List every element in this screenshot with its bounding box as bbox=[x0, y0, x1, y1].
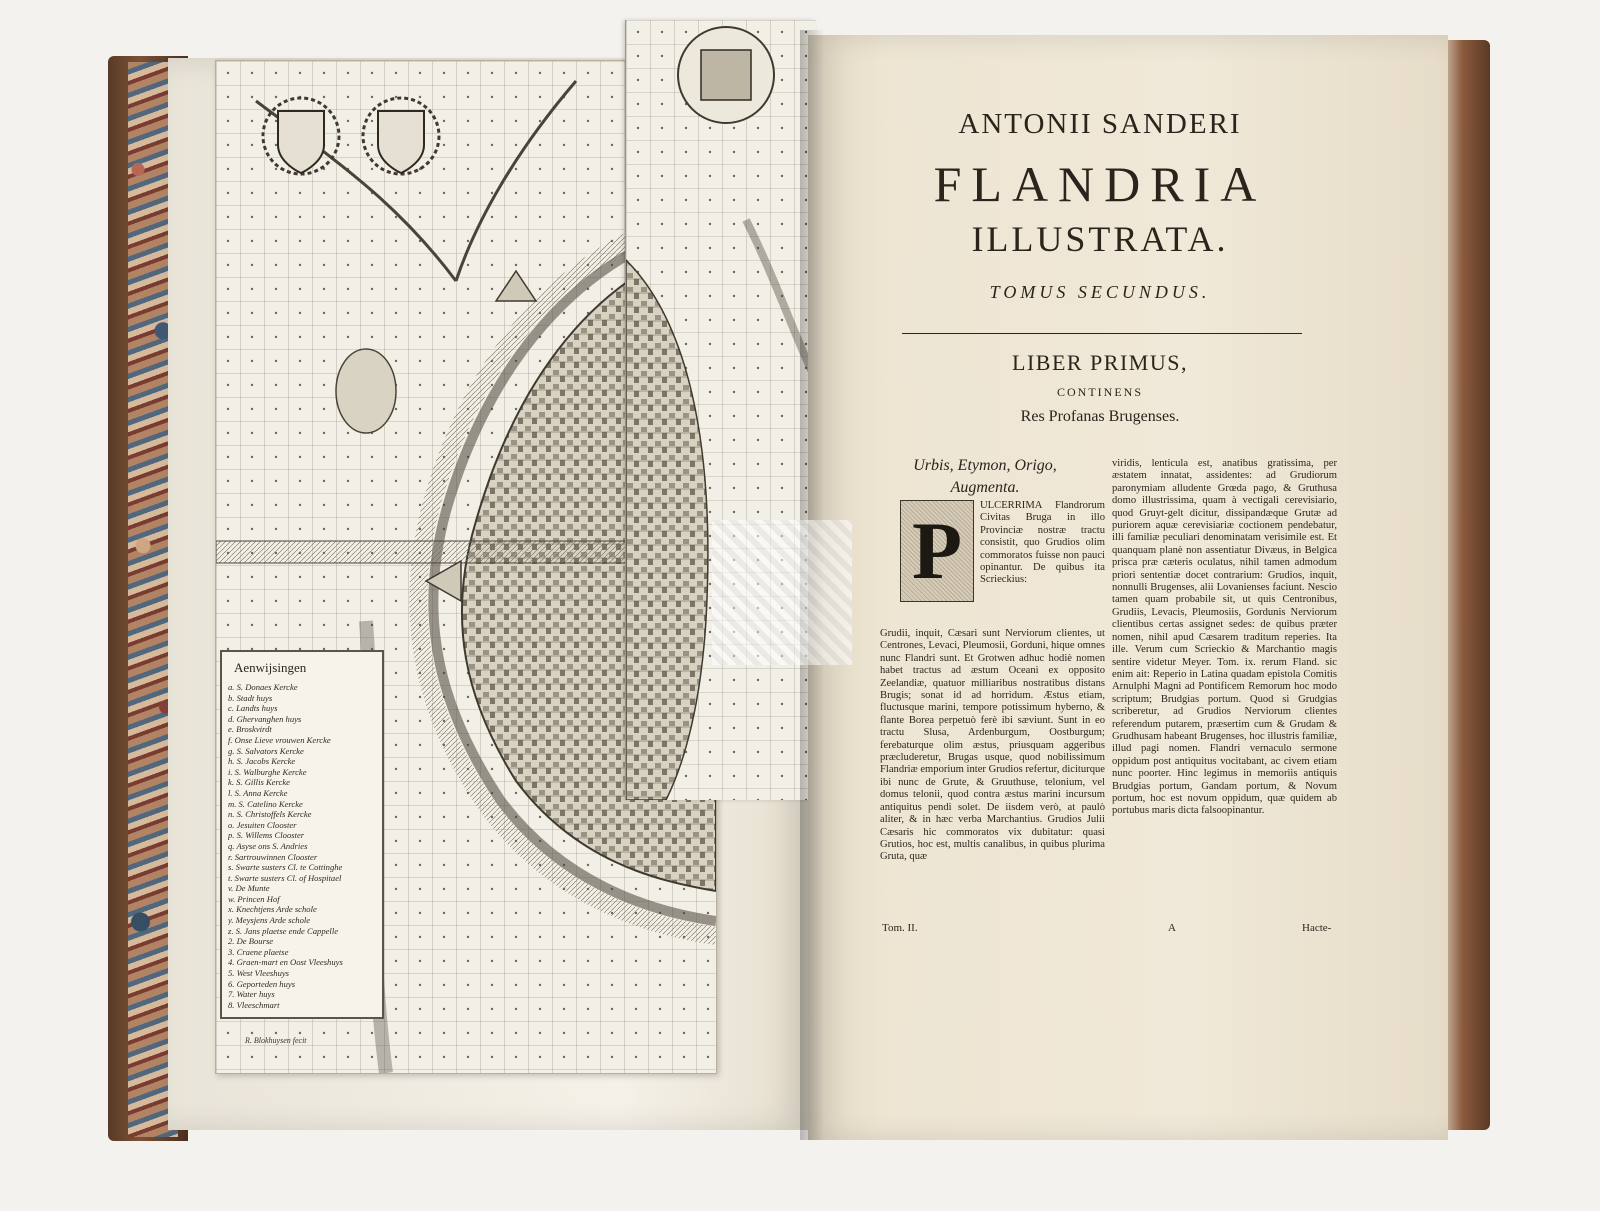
section-heading-line-2: Augmenta. bbox=[950, 479, 1020, 496]
footer-volume: Tom. II. bbox=[882, 922, 918, 934]
legend-item: x. Knechtjens Arde schole bbox=[228, 904, 317, 915]
legend-item: i. S. Walburghe Kercke bbox=[228, 766, 307, 777]
legend-item: k. S. Gillis Kercke bbox=[228, 777, 290, 788]
legend-item: q. Asyse ons S. Andries bbox=[228, 840, 308, 851]
text-column-left-top: ULCERRIMA Flandrorum Civitas Bruga in illo Provinciæ nostræ tractu consistit, quo Grudios olim commoratos fuisse non pauci opinantur. De quibus ita Scrieckius: bbox=[980, 500, 1105, 586]
legend-title: Aenwijsingen bbox=[234, 660, 307, 675]
legend-item: 5. West Vleeshuys bbox=[228, 968, 290, 979]
title-rule bbox=[902, 333, 1302, 334]
legend-item: m. S. Catelino Kercke bbox=[228, 798, 303, 809]
legend-item: e. Broskvirdt bbox=[228, 724, 272, 735]
legend-item: z. S. Jans plaetse ende Cappelle bbox=[228, 925, 339, 936]
legend-item: f. Onse Lieve vrouwen Kercke bbox=[228, 734, 331, 745]
text-column-right: viridis, lenticula est, anatibus gratissima, per æstatem innatat, assidentes: ad Grudiorum paronymiam alludente Grœda pago, & Gruthusa domo illustrissima, quam à vectigali cerevisiario, quod Gruyt-gelt dicitur, dissipandæque Grutæ ad puriorem aquæ cerevisiariæ coctionem pendebatur, illi familiæ peculiari denominatam verisimile est. Et quanquam planè non assentiatur Divæus, in Belgica prisca præ cæteris oculatus, nihil tamen admodum priori sententiæ docet contrarium: Grudios, inquit, nonnulli Brugenses, alii Lovanienses faciunt. Nescio tamen quam probabile sit, ut quis Centronibus, Grudiis, Levacis, Pleumosiis, Gordunis Nerviorum clientibus certas assignet sedes: de quibus præter nomen, nihil apud Cæsarem traditum reperies. Ita ille. Verum cum Scrieckio & Marchantio magis sentire videtur Meyer. Tom. ix. rerum Fland. sic enim ait: Reperio in Latina quadam epistola Comitis Arnulphi Magni ad Pontificem Remorum hoc modo scriptum; Brudgias portum. Quod si Grudgias scriberetur, ad Grudios Nerviorum clientes referendum putarem, præsertim cum & Grudam & Grudhusam habeant Brugenses, hoc illustris familiæ, illud pagi nomen. Flandri vernaculo sermone oppidum post antiquitus vocitabant, ac civem etiam nunc poorter. Hinc legimus in memoriis antiquis Brudgias portum, Gandam portum, & Novum portum, hoc est novum oppidum, quæ quidem ab portubus maris dicta falsoopinantur. bbox=[1112, 458, 1337, 817]
legend-item: c. Landts huys bbox=[228, 703, 278, 714]
engraver-signature: R. Blokhuysen fecit bbox=[245, 1036, 307, 1045]
legend-item: 8. Vleeschmart bbox=[228, 999, 280, 1010]
subtitle-line: ILLUSTRATA. bbox=[971, 219, 1229, 259]
legend-item: 2. De Bourse bbox=[228, 936, 274, 947]
legend-item: 6. Geporteden huys bbox=[228, 978, 296, 989]
drop-cap-initial: P bbox=[900, 500, 974, 602]
watermark-overlay bbox=[712, 520, 852, 665]
legend-item: p. S. Willems Clooster bbox=[228, 830, 305, 841]
legend-item: 4. Graen-mart en Oost Vleeshuys bbox=[228, 957, 343, 968]
legend-item: y. Meysjens Arde schole bbox=[228, 915, 311, 926]
map-fold-flap bbox=[625, 20, 816, 800]
containing-line: CONTINENS bbox=[1057, 385, 1143, 399]
legend-item: 7. Water huys bbox=[228, 989, 275, 1000]
legend-list bbox=[228, 682, 378, 1010]
section-heading bbox=[905, 455, 1065, 499]
text-column-left: Grudii, inquit, Cæsari sunt Nerviorum clientes, ut Centrones, Levaci, Pleumosii, Gorduni, hique omnes nunc Flandri sunt. Et Grotwen adhuc hodiè nomen habet tractus ad æstum Oceani ex opposito Zeelandiæ, quatuor milliaribus nostratibus distans Brugis; sonat id ad horridum. Æstus etiam, fluctusque marini, tempore potissimum hyberno, & flante Borea perpetuò ferè ibi sæviunt. Sunt in eo tractu Slusa, Ardenburgum, Oostburgum; ferebaturque olim æstus, priusquam aggeribus præcluderetur, Brugas usque, quod nobilissimum Flandriæ emporium inter Grudios refertur, diciturque ibi nunc de Grute, & Gruuthuse, telonium, vel domus telonii, quod contra æstus marini incursum antiquitus pendi solet. De iisdem verò, at paulò aliter, & in hæc verba Marchantius. Grudios Julii Cæsaris hic commoratos vix dubitatur: quasi Grutios, hoc est, multis canalibus, in quibus plurima Gruta, quæ bbox=[880, 628, 1105, 863]
legend-item: o. Jesuiten Clooster bbox=[228, 819, 297, 830]
legend-item: d. Ghervanghen huys bbox=[228, 713, 302, 724]
legend-item: w. Princen Hof bbox=[228, 893, 280, 904]
legend-item: v. De Munte bbox=[228, 883, 270, 894]
legend-item: r. Sartrouwinnen Clooster bbox=[228, 851, 318, 862]
legend-item: l. S. Anna Kercke bbox=[228, 787, 288, 798]
legend-item: g. S. Salvators Kercke bbox=[228, 745, 304, 756]
legend-item: n. S. Christoffels Kercke bbox=[228, 809, 312, 820]
section-heading-line-1: Urbis, Etymon, Origo, bbox=[913, 457, 1057, 474]
title-line: FLANDRIA bbox=[933, 156, 1267, 212]
legend-item: h. S. Jacobs Kercke bbox=[228, 756, 296, 767]
footer-catchword: Hacte- bbox=[1302, 922, 1332, 934]
map-legend bbox=[220, 650, 384, 1019]
footer-signature: A bbox=[1168, 922, 1176, 934]
legend-item: b. Stadt huys bbox=[228, 692, 273, 703]
author-line: ANTONII SANDERI bbox=[958, 108, 1242, 140]
legend-item: 3. Craene plaetse bbox=[228, 946, 289, 957]
legend-item: t. Swarte susters Cl. of Hospitael bbox=[228, 872, 342, 883]
legend-item: a. S. Donaes Kercke bbox=[228, 682, 298, 692]
book-heading: LIBER PRIMUS, bbox=[1012, 350, 1188, 375]
legend-item: s. Swarte susters Cl. te Cottinghe bbox=[228, 862, 343, 873]
volume-line: TOMUS SECUNDUS. bbox=[989, 282, 1211, 302]
subject-line: Res Profanas Brugenses. bbox=[1020, 408, 1180, 425]
